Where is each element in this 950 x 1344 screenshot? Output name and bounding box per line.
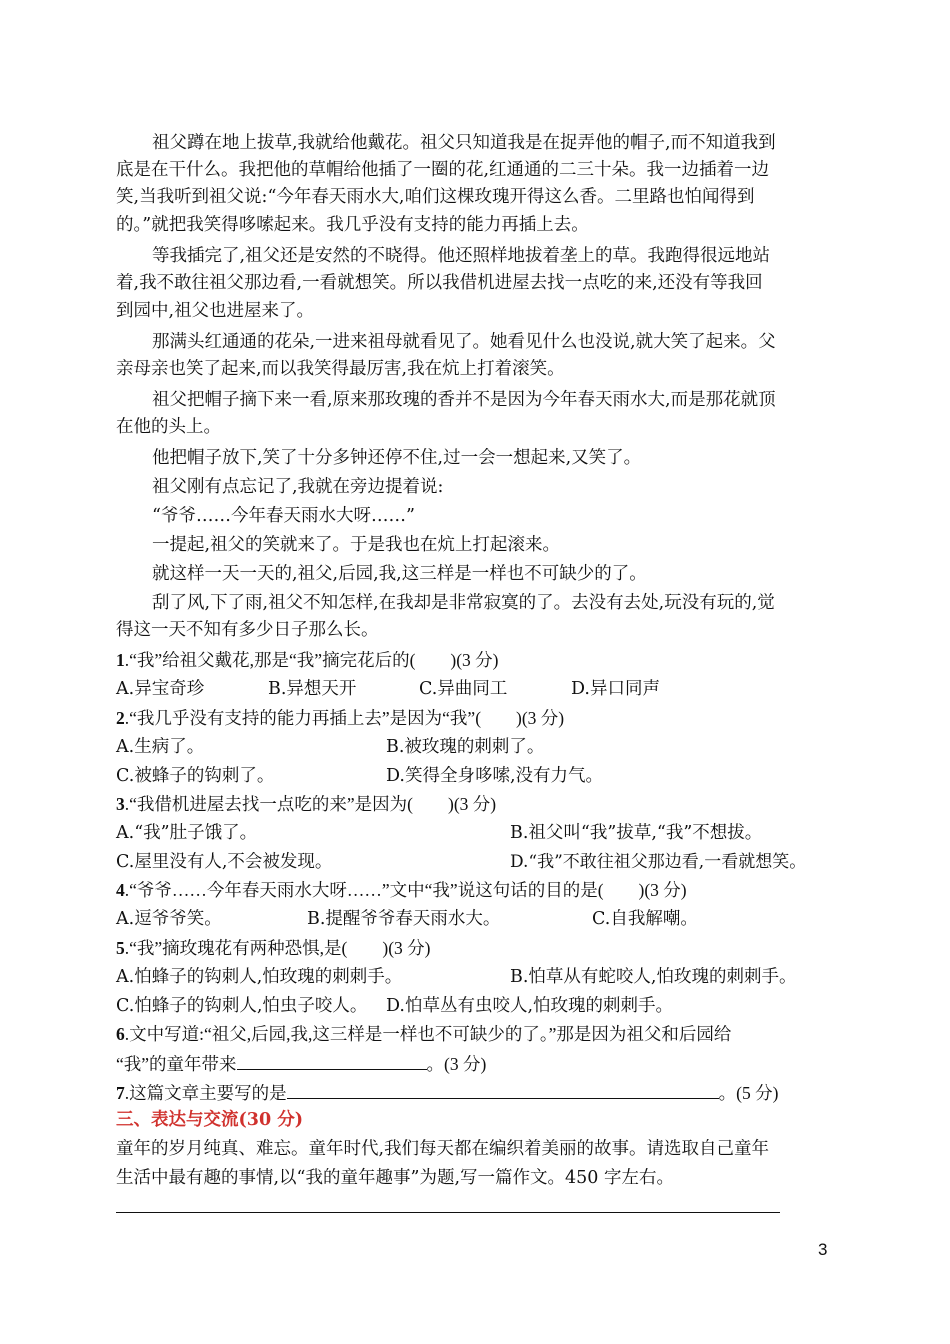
passage-line: 祖父刚有点忘记了,我就在旁边提着说: — [152, 477, 444, 497]
option-a[interactable]: A.怕蜂子的钩刺人,怕玫瑰的刺刺手。 — [116, 967, 403, 987]
question-text: .“我几乎没有支持的能力再插上去”是因为“我”( )(3 分) — [124, 708, 565, 728]
question-5 — [116, 936, 430, 960]
question-number: 6 — [116, 1024, 125, 1044]
answer-line[interactable] — [116, 1212, 780, 1213]
passage-line: 在他的头上。 — [116, 417, 221, 437]
question-score: 。(5 分) — [718, 1083, 779, 1103]
option-a[interactable]: A.逗爷爷笑。 — [116, 909, 222, 929]
option-c[interactable]: C.怕蜂子的钩刺人,怕虫子咬人。 — [116, 996, 368, 1016]
passage-line: 底是在干什么。我把他的草帽给他插了一圈的花,红通通的二三十朵。我一边插着一边 — [116, 160, 770, 180]
option-c[interactable]: C.屋里没有人,不会被发现。 — [116, 852, 333, 872]
option-c[interactable]: C.被蜂子的钩刺了。 — [116, 766, 275, 786]
passage-line: 到园中,祖父也进屋来了。 — [116, 301, 315, 321]
question-text: .“我借机进屋去找一点吃的来”是因为( )(3 分) — [124, 794, 497, 814]
answer-blank[interactable] — [237, 1051, 427, 1070]
question-2 — [116, 706, 564, 730]
option-b[interactable]: B.祖父叫“我”拔草,“我”不想拔。 — [510, 823, 763, 843]
option-c[interactable]: C.自我解嘲。 — [592, 909, 698, 929]
option-d[interactable]: D.异口同声 — [571, 679, 660, 699]
option-c[interactable]: C.异曲同工 — [419, 679, 508, 699]
passage-line: 那满头红通通的花朵,一进来祖母就看见了。她看见什么也没说,就大笑了起来。父 — [152, 332, 776, 352]
question-text: .文中写道:“祖父,后园,我,这三样是一样也不可缺少的了。”那是因为祖父和后园给 — [124, 1024, 732, 1044]
option-b[interactable]: B.被玫瑰的刺刺了。 — [386, 737, 545, 757]
passage-line: 得这一天不知有多少日子那么长。 — [116, 620, 379, 640]
option-b[interactable]: B.提醒爷爷春天雨水大。 — [307, 909, 501, 929]
answer-blank[interactable] — [287, 1080, 719, 1099]
question-number: 5 — [116, 938, 125, 958]
passage-line: 笑,当我听到祖父说:“今年春天雨水大,咱们这棵玫瑰开得这么香。二里路也怕闻得到 — [116, 187, 755, 207]
passage-line: 刮了风,下了雨,祖父不知怎样,在我却是非常寂寞的了。去没有去处,玩没有玩的,觉 — [152, 593, 775, 613]
option-a[interactable]: A.生病了。 — [116, 737, 205, 757]
passage-line: 他把帽子放下,笑了十分多钟还停不住,过一会一想起来,又笑了。 — [152, 448, 642, 468]
question-number: 3 — [116, 794, 125, 814]
question-6 — [116, 1022, 731, 1046]
question-text: .“我”给祖父戴花,那是“我”摘完花后的( )(3 分) — [124, 650, 499, 670]
option-a[interactable]: A.“我”肚子饿了。 — [116, 823, 258, 843]
passage-line: 的。”就把我笑得哆嗦起来。我几乎没有支持的能力再插上去。 — [116, 215, 589, 235]
passage-line: 一提起,祖父的笑就来了。于是我也在炕上打起滚来。 — [152, 535, 561, 555]
question-3 — [116, 792, 496, 816]
option-b[interactable]: B.异想天开 — [268, 679, 357, 699]
question-number: 2 — [116, 708, 125, 728]
option-b[interactable]: B.怕草从有蛇咬人,怕玫瑰的刺刺手。 — [510, 967, 797, 987]
essay-prompt-line: 生活中最有趣的事情,以“我的童年趣事”为题,写一篇作文。450 字左右。 — [116, 1168, 674, 1188]
page-number: 3 — [818, 1240, 828, 1259]
option-d[interactable]: D.“我”不敢往祖父那边看,一看就想笑。 — [510, 852, 807, 872]
question-score: 。(3 分) — [426, 1054, 487, 1074]
passage-line: 等我插完了,祖父还是安然的不晓得。他还照样地拔着垄上的草。我跑得很远地站 — [152, 246, 771, 266]
question-number: 1 — [116, 650, 125, 670]
section-heading: 三、表达与交流(30 分) — [116, 1110, 304, 1130]
passage-line: 祖父蹲在地上拔草,我就给他戴花。祖父只知道我是在捉弄他的帽子,而不知道我到 — [152, 133, 776, 153]
essay-prompt-line: 童年的岁月纯真、难忘。童年时代,我们每天都在编织着美丽的故事。请选取自己童年 — [116, 1139, 770, 1159]
question-6-cont — [116, 1051, 486, 1076]
question-text: “我”的童年带来 — [116, 1054, 237, 1074]
passage-line: 就这样一天一天的,祖父,后园,我,这三样是一样也不可缺少的了。 — [152, 564, 647, 584]
question-number: 7 — [116, 1083, 125, 1103]
option-d[interactable]: D.怕草丛有虫咬人,怕玫瑰的刺刺手。 — [386, 996, 674, 1016]
option-a[interactable]: A.异宝奇珍 — [116, 679, 205, 699]
question-1 — [116, 648, 499, 672]
option-d[interactable]: D.笑得全身哆嗦,没有力气。 — [386, 766, 604, 786]
passage-line: “爷爷……今年春天雨水大呀……” — [152, 506, 415, 526]
question-text: .这篇文章主要写的是 — [124, 1083, 287, 1103]
question-number: 4 — [116, 880, 125, 900]
question-4 — [116, 878, 687, 902]
passage-line: 亲母亲也笑了起来,而以我笑得最厉害,我在炕上打着滚笑。 — [116, 359, 565, 379]
question-text: .“爷爷……今年春天雨水大呀……”文中“我”说这句话的目的是( )(3 分) — [124, 880, 687, 900]
question-text: .“我”摘玫瑰花有两种恐惧,是( )(3 分) — [124, 938, 431, 958]
passage-line: 着,我不敢往祖父那边看,一看就想笑。所以我借机进屋去找一点吃的来,还没有等我回 — [116, 273, 763, 293]
question-7 — [116, 1080, 778, 1105]
passage-line: 祖父把帽子摘下来一看,原来那玫瑰的香并不是因为今年春天雨水大,而是那花就顶 — [152, 390, 776, 410]
